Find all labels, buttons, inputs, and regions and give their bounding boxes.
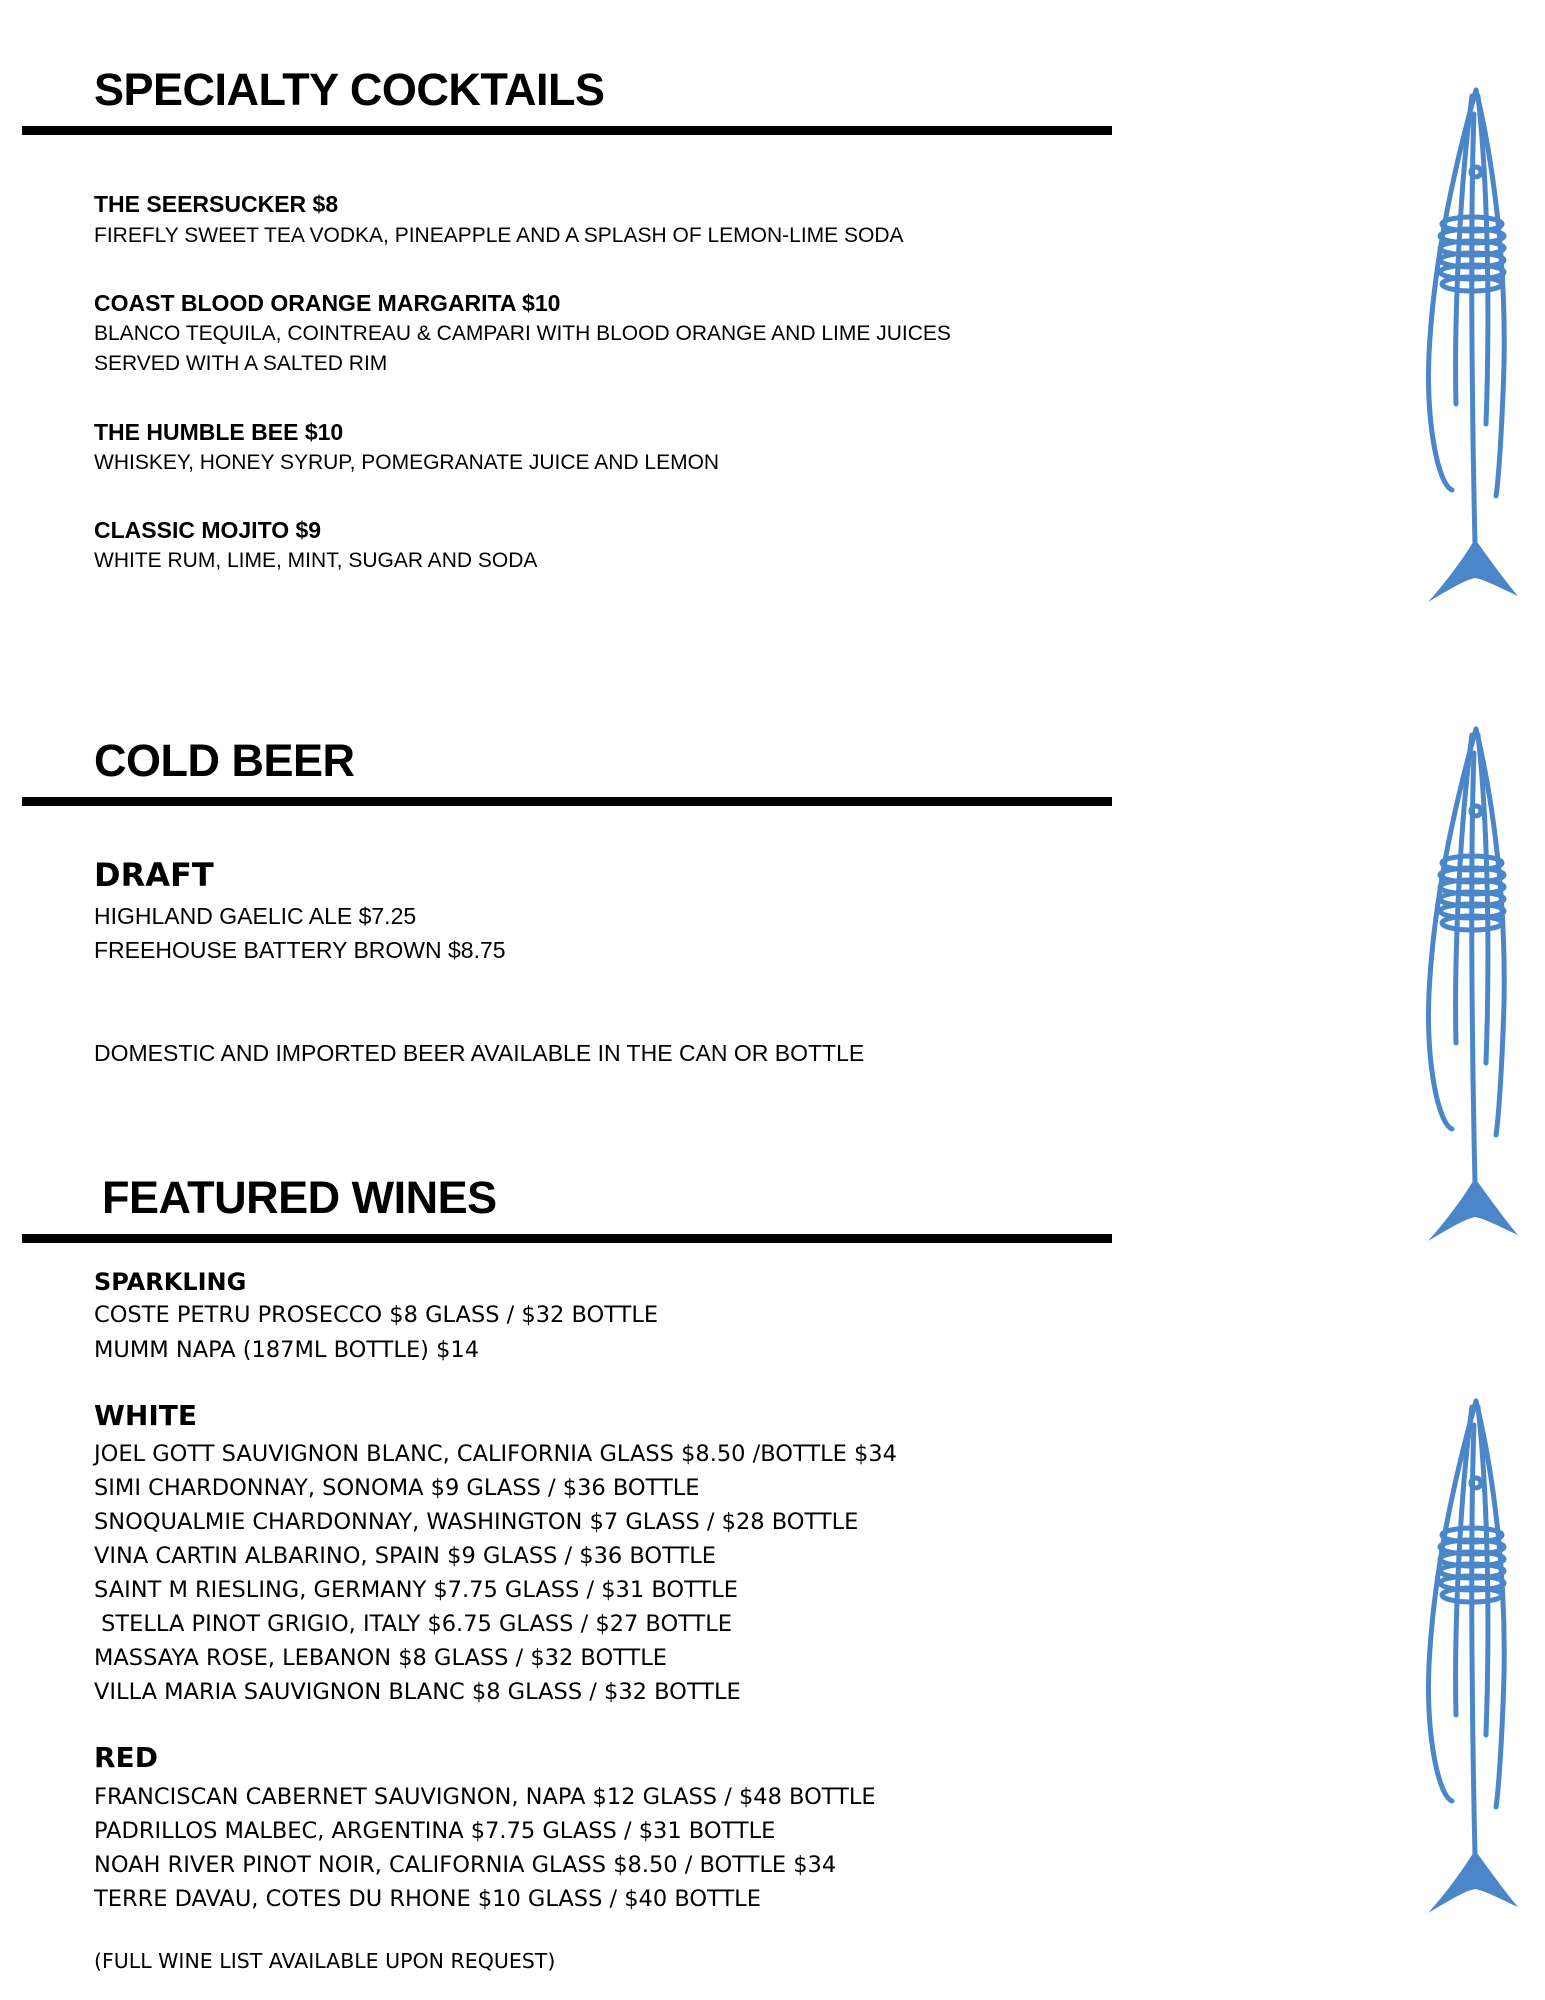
fish-illustration-icon	[1420, 1395, 1520, 1925]
cocktail-description: WHITE RUM, LIME, MINT, SUGAR AND SODA	[94, 549, 538, 572]
draft-item: FREEHOUSE BATTERY BROWN $8.75	[94, 937, 506, 963]
cocktail-name: THE SEERSUCKER $8	[94, 191, 339, 217]
beer-note: DOMESTIC AND IMPORTED BEER AVAILABLE IN THE CAN OR BOTTLE	[94, 1040, 865, 1066]
cocktail-description: SERVED WITH A SALTED RIM	[94, 352, 388, 375]
section-divider	[22, 1234, 1112, 1243]
beer-heading: COLD BEER	[94, 735, 355, 786]
wine-item: FRANCISCAN CABERNET SAUVIGNON, NAPA $12 GLASS / $48 BOTTLE	[94, 1784, 876, 1810]
cocktail-description: FIREFLY SWEET TEA VODKA, PINEAPPLE AND A SPLASH OF LEMON-LIME SODA	[94, 224, 904, 247]
wine-item: MUMM NAPA (187ML BOTTLE) $14	[94, 1337, 480, 1363]
wine-item: COSTE PETRU PROSECCO $8 GLASS / $32 BOTTLE	[94, 1302, 659, 1328]
wine-item: TERRE DAVAU, COTES DU RHONE $10 GLASS / $40 BOTTLE	[94, 1886, 761, 1912]
wine-item: NOAH RIVER PINOT NOIR, CALIFORNIA GLASS $8.50 / BOTTLE $34	[94, 1852, 837, 1878]
wine-item: JOEL GOTT SAUVIGNON BLANC, CALIFORNIA GLASS $8.50 /BOTTLE $34	[94, 1441, 897, 1467]
section-divider	[22, 126, 1112, 135]
wine-item: VINA CARTIN ALBARINO, SPAIN $9 GLASS / $36 BOTTLE	[94, 1543, 716, 1569]
white-heading: WHITE	[94, 1399, 197, 1432]
cocktail-description: BLANCO TEQUILA, COINTREAU & CAMPARI WITH BLOOD ORANGE AND LIME JUICES	[94, 322, 951, 345]
wine-item: VILLA MARIA SAUVIGNON BLANC $8 GLASS / $32 BOTTLE	[94, 1679, 741, 1705]
cocktail-name: CLASSIC MOJITO $9	[94, 517, 322, 543]
sparkling-heading: SPARKLING	[94, 1268, 247, 1296]
wine-item: STELLA PINOT GRIGIO, ITALY $6.75 GLASS / $27 BOTTLE	[94, 1611, 733, 1637]
section-divider	[22, 797, 1112, 806]
wine-item: SNOQUALMIE CHARDONNAY, WASHINGTON $7 GLASS / $28 BOTTLE	[94, 1509, 859, 1535]
cocktail-name: COAST BLOOD ORANGE MARGARITA $10	[94, 290, 561, 316]
wine-item: PADRILLOS MALBEC, ARGENTINA $7.75 GLASS / $31 BOTTLE	[94, 1818, 776, 1844]
red-heading: RED	[94, 1741, 158, 1774]
cocktails-heading: SPECIALTY COCKTAILS	[94, 64, 605, 115]
wines-heading: FEATURED WINES	[102, 1172, 497, 1223]
fish-illustration-icon	[1420, 84, 1520, 614]
draft-heading: DRAFT	[94, 856, 214, 894]
wine-item: SAINT M RIESLING, GERMANY $7.75 GLASS / $31 BOTTLE	[94, 1577, 738, 1603]
cocktail-name: THE HUMBLE BEE $10	[94, 419, 344, 445]
wine-footnote: (FULL WINE LIST AVAILABLE UPON REQUEST)	[94, 1949, 556, 1973]
cocktail-description: WHISKEY, HONEY SYRUP, POMEGRANATE JUICE AND LEMON	[94, 451, 720, 474]
fish-illustration-icon	[1420, 723, 1520, 1253]
wine-item: MASSAYA ROSE, LEBANON $8 GLASS / $32 BOTTLE	[94, 1645, 668, 1671]
draft-item: HIGHLAND GAELIC ALE $7.25	[94, 903, 417, 929]
wine-item: SIMI CHARDONNAY, SONOMA $9 GLASS / $36 BOTTLE	[94, 1475, 700, 1501]
